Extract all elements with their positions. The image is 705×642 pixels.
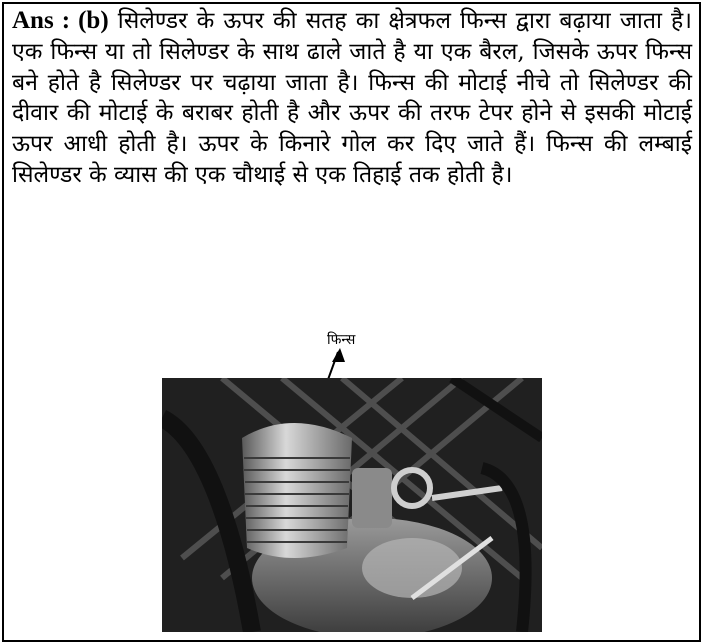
cylinder-fins-graphic	[242, 423, 352, 558]
answer-text: सिलेण्डर के ऊपर की सतह का क्षेत्रफल फिन्स द्वारा बढ़ाया जाता है। एक फिन्स या तो सिलेण्डर के साथ ढाले जाते है या एक बैरल, जिसके ऊपर फिन्स बने होते है सिलेण्डर पर चढ़ाया जाता है। फिन्स की मोटाई नीचे तो सिलेण्डर की दीवार की मोटाई के बराबर होती है और ऊपर की तरफ टेपर होने से इसकी मोटाई ऊपर आधी होती है। ऊपर के किनारे गोल कर दिए जाते हैं। फिन्स की लम्बाई सिलेण्डर के व्यास की एक चौथाई से एक तिहाई तक होती है।	[12, 8, 692, 188]
answer-prefix: Ans : (b)	[12, 7, 109, 34]
engine-photo	[162, 378, 542, 632]
engine-cylinder-illustration	[162, 378, 542, 632]
fins-label: फिन्स	[327, 332, 356, 348]
